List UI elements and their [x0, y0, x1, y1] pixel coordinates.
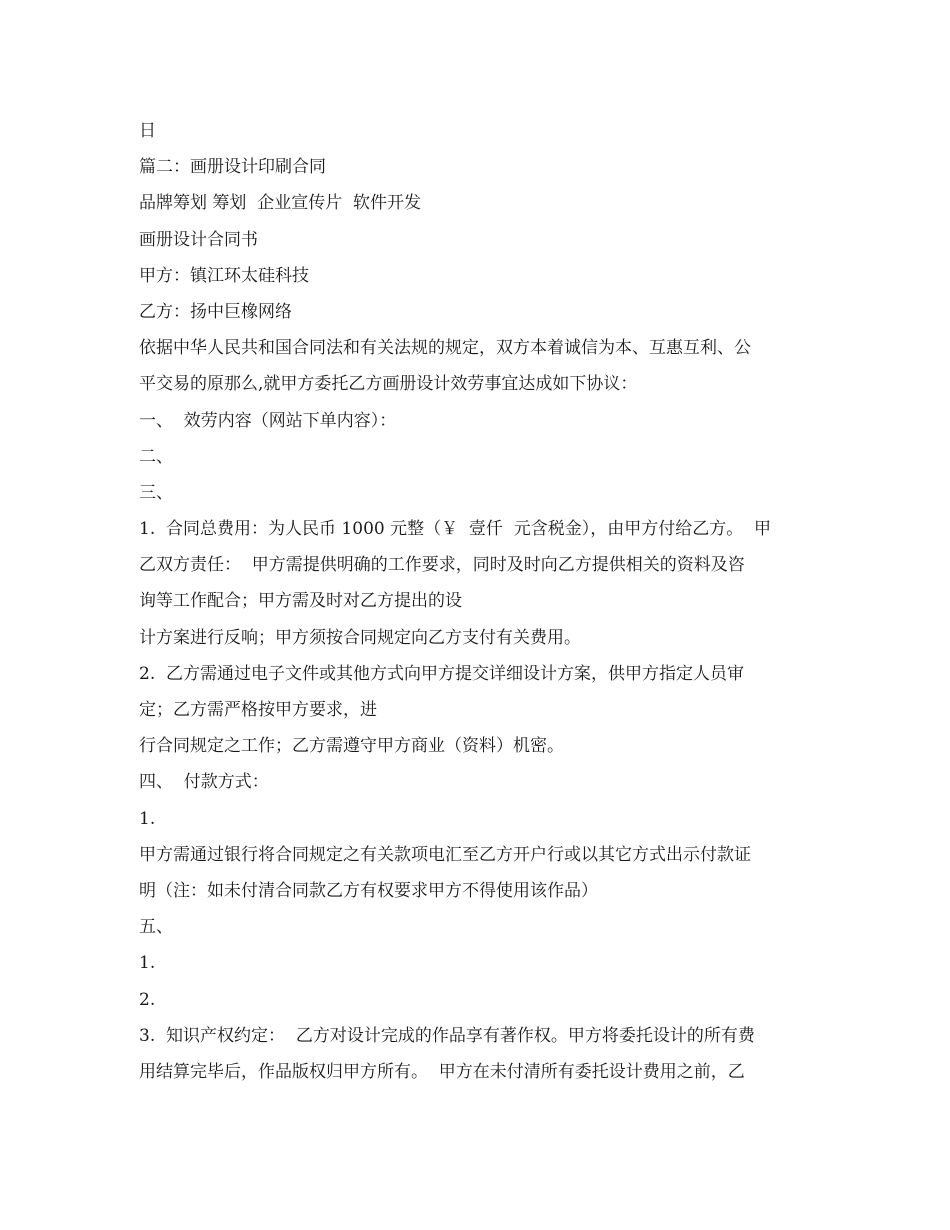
document-body — [139, 113, 819, 1090]
clause-heading: 二、 — [139, 446, 173, 467]
paragraph-line: 3. 知识产权约定： 乙方对设计完成的作品享有著作权。甲方将委托设计的所有费 — [139, 1025, 755, 1046]
document-title: 画册设计合同书 — [139, 229, 258, 250]
clause-heading: 一、 效劳内容（网站下单内容）： — [139, 410, 397, 431]
paragraph-line: 乙双方责任： 甲方需提供明确的工作要求，同时及时向乙方提供相关的资料及咨 — [139, 555, 745, 576]
paragraph-line: 计方案进行反响；甲方须按合同规定向乙方支付有关费用。 — [139, 627, 581, 648]
clause-heading: 三、 — [139, 482, 173, 503]
clause-heading: 四、 付款方式： — [139, 772, 269, 793]
paragraph-line: 询等工作配合；甲方需及时对乙方提出的设 — [139, 591, 462, 612]
paragraph-line: 明（注：如未付清合同款乙方有权要求甲方不得使用该作品） — [139, 880, 598, 901]
list-number: 1. — [139, 953, 156, 974]
paragraph-line: 2. 乙方需通过电子文件或其他方式向甲方提交详细设计方案，供甲方指定人员审 — [139, 663, 745, 684]
paragraph-line: 甲方需通过银行将合同规定之有关款项电汇至乙方开户行或以其它方式出示付款证 — [139, 844, 751, 865]
paragraph-line: 依据中华人民共和国合同法和有关法规的规定，双方本着诚信为本、互惠互利、公 — [139, 338, 751, 359]
paragraph-line: 定；乙方需严格按甲方要求，进 — [139, 700, 377, 720]
paragraph-line: 用结算完毕后，作品版权归甲方所有。 甲方在未付清所有委托设计费用之前，乙 — [139, 1061, 745, 1082]
paragraph-line: 平交易的原那么,就甲方委托乙方画册设计效劳事宜达成如下协议： — [139, 374, 638, 395]
list-number: 1. — [139, 808, 156, 829]
section-heading: 篇二：画册设计印刷合同 — [139, 157, 326, 178]
clause-heading: 五、 — [139, 917, 173, 938]
party-b-line: 乙方：扬中巨橡网络 — [139, 301, 292, 322]
paragraph-line: 1. 合同总费用：为人民币 1000 元整（￥ 壹仟 元含税金），由甲方付给乙方。 甲 — [139, 519, 772, 540]
list-number: 2. — [139, 989, 156, 1010]
party-a-line: 甲方：镇江环太硅科技 — [139, 265, 309, 286]
text-line: 日 — [139, 121, 156, 141]
paragraph-line: 行合同规定之工作；乙方需遵守甲方商业（资料）机密。 — [139, 736, 564, 757]
text-line: 品牌筹划 筹划 企业宣传片 软件开发 — [139, 193, 422, 214]
